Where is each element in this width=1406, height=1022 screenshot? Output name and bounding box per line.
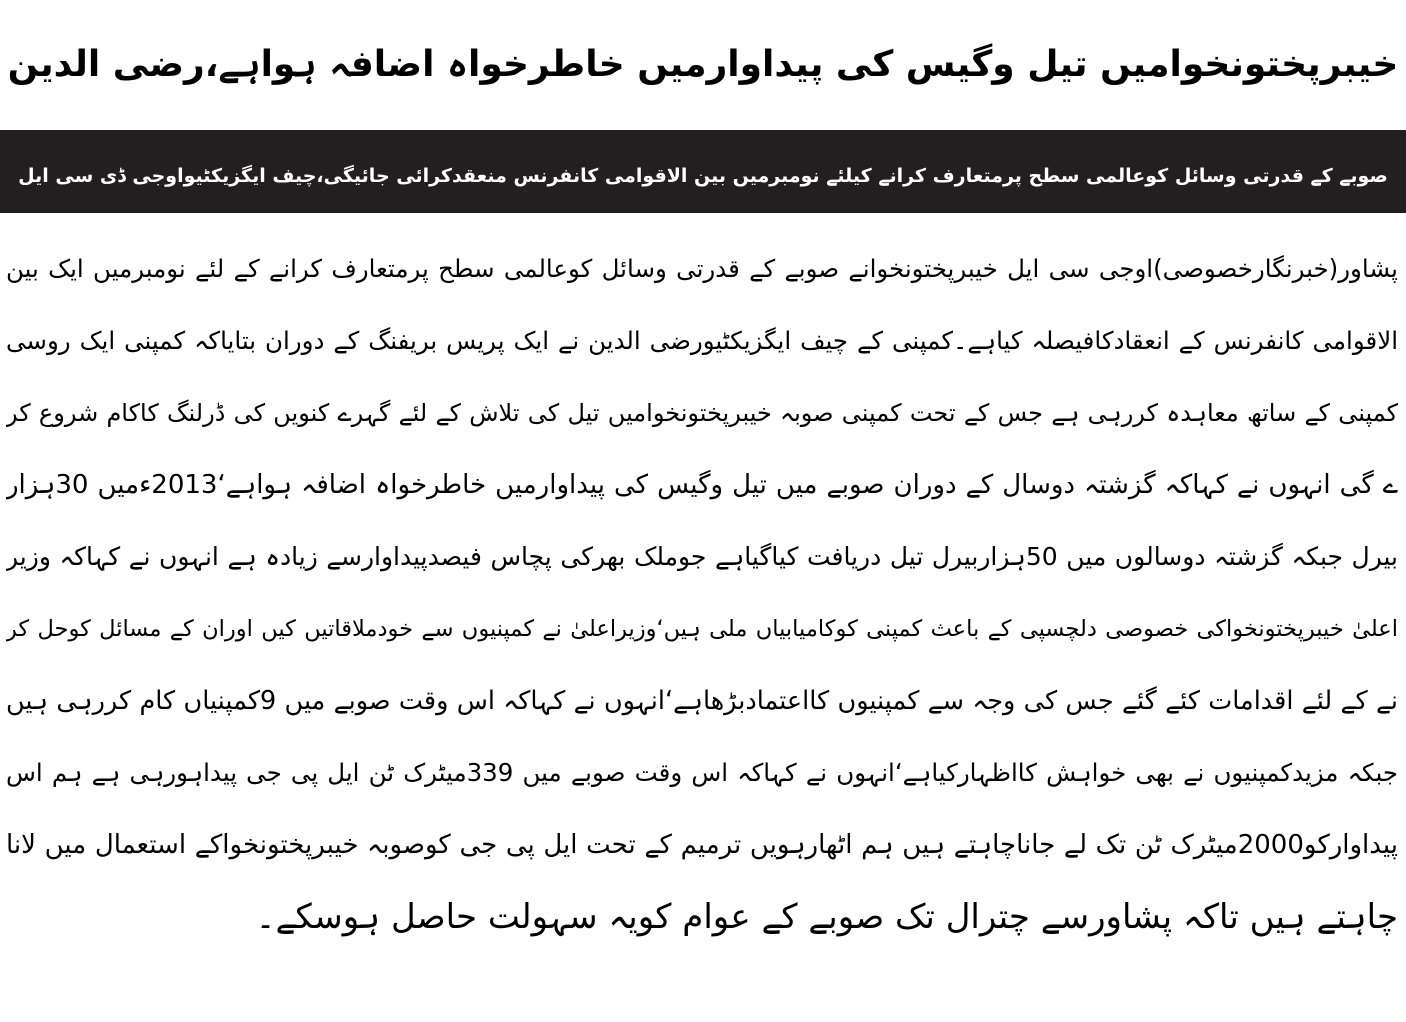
body-line: پشاور(خبرنگارخصوصی)اوجی سی ایل خیبرپختونخوانے صوبے کے قدرتی وسائل کوعالمی سطح پرمتعارف کرانے کے لئے نومبرمیں ایک بین — [6, 254, 1398, 283]
body-line-last: چاہتے ہیں تاکہ پشاورسے چترال تک صوبے کے عوام کویہ سہولت حاصل ہوسکے۔ — [255, 897, 1398, 937]
body-line: نے کے لئے اقدامات کئے گئے جس کی وجہ سے کمپنیوں کااعتمادبڑھاہے‘انہوں نے کہاکہ اس وقت صوبے میں 9کمپنیاں کام کررہی ہیں — [6, 686, 1398, 716]
article-headline: خیبرپختونخوامیں تیل وگیس کی پیداوارمیں خاطرخواہ اضافہ ہواہے،رضی الدین — [7, 44, 1399, 85]
body-line: اعلیٰ خیبرپختونخواکی خصوصی دلچسپی کے باعث کمپنی کوکامیابیاں ملی ہیں‘وزیراعلیٰ نے کمپنیوں سے خودملاقاتیں کیں اوران کے مسائل کوحل کر — [6, 616, 1398, 642]
body-line: جبکہ مزیدکمپنیوں نے بھی خواہش کااظہارکیاہے‘انہوں نے کہاکہ اس وقت صوبے میں 339میٹرک ٹن ایل پی جی پیداہورہی ہے ہم اس — [6, 758, 1398, 787]
body-line: کمپنی کے ساتھ معاہدہ کررہی ہے جس کے تحت کمپنی صوبہ خیبرپختونخوامیں تیل کی تلاش کے لئے گہرے کنویں کی ڈرلنگ کاکام شروع کر — [6, 399, 1398, 427]
body-line: الاقوامی کانفرنس کے انعقادکافیصلہ کیاہے۔کمپنی کے چیف ایگزیکٹیورضی الدین نے ایک پریس بریفنگ کے دوران بتایاکہ کمپنی ایک روسی — [6, 326, 1398, 355]
article-body — [6, 233, 1398, 1022]
body-line: بیرل جبکہ گزشتہ دوسالوں میں 50ہزاربیرل تیل دریافت کیاگیاہے جوملک بھرکی پچاس فیصدپیداوارسے زیادہ ہے انہوں نے کہاکہ وزیر — [6, 542, 1398, 571]
body-line: ے گی انہوں نے کہاکہ گزشتہ دوسال کے دوران صوبے میں تیل وگیس کی پیداوارمیں خاطرخواہ اضافہ ہواہے‘2013ءمیں 30ہزار — [6, 470, 1398, 500]
article-subheadline: صوبے کے قدرتی وسائل کوعالمی سطح پرمتعارف کرانے کیلئے نومبرمیں بین الاقوامی کانفرنس منعقدکرائی جائیگی،چیف ایگزیکٹیواوجی ڈی سی ایل — [18, 165, 1388, 187]
body-line: پیداوارکو2000میٹرک ٹن تک لے جاناچاہتے ہیں ہم اٹھارہویں ترمیم کے تحت ایل پی جی کوصوبہ خیبرپختونخواکے استعمال میں لانا — [6, 830, 1398, 860]
